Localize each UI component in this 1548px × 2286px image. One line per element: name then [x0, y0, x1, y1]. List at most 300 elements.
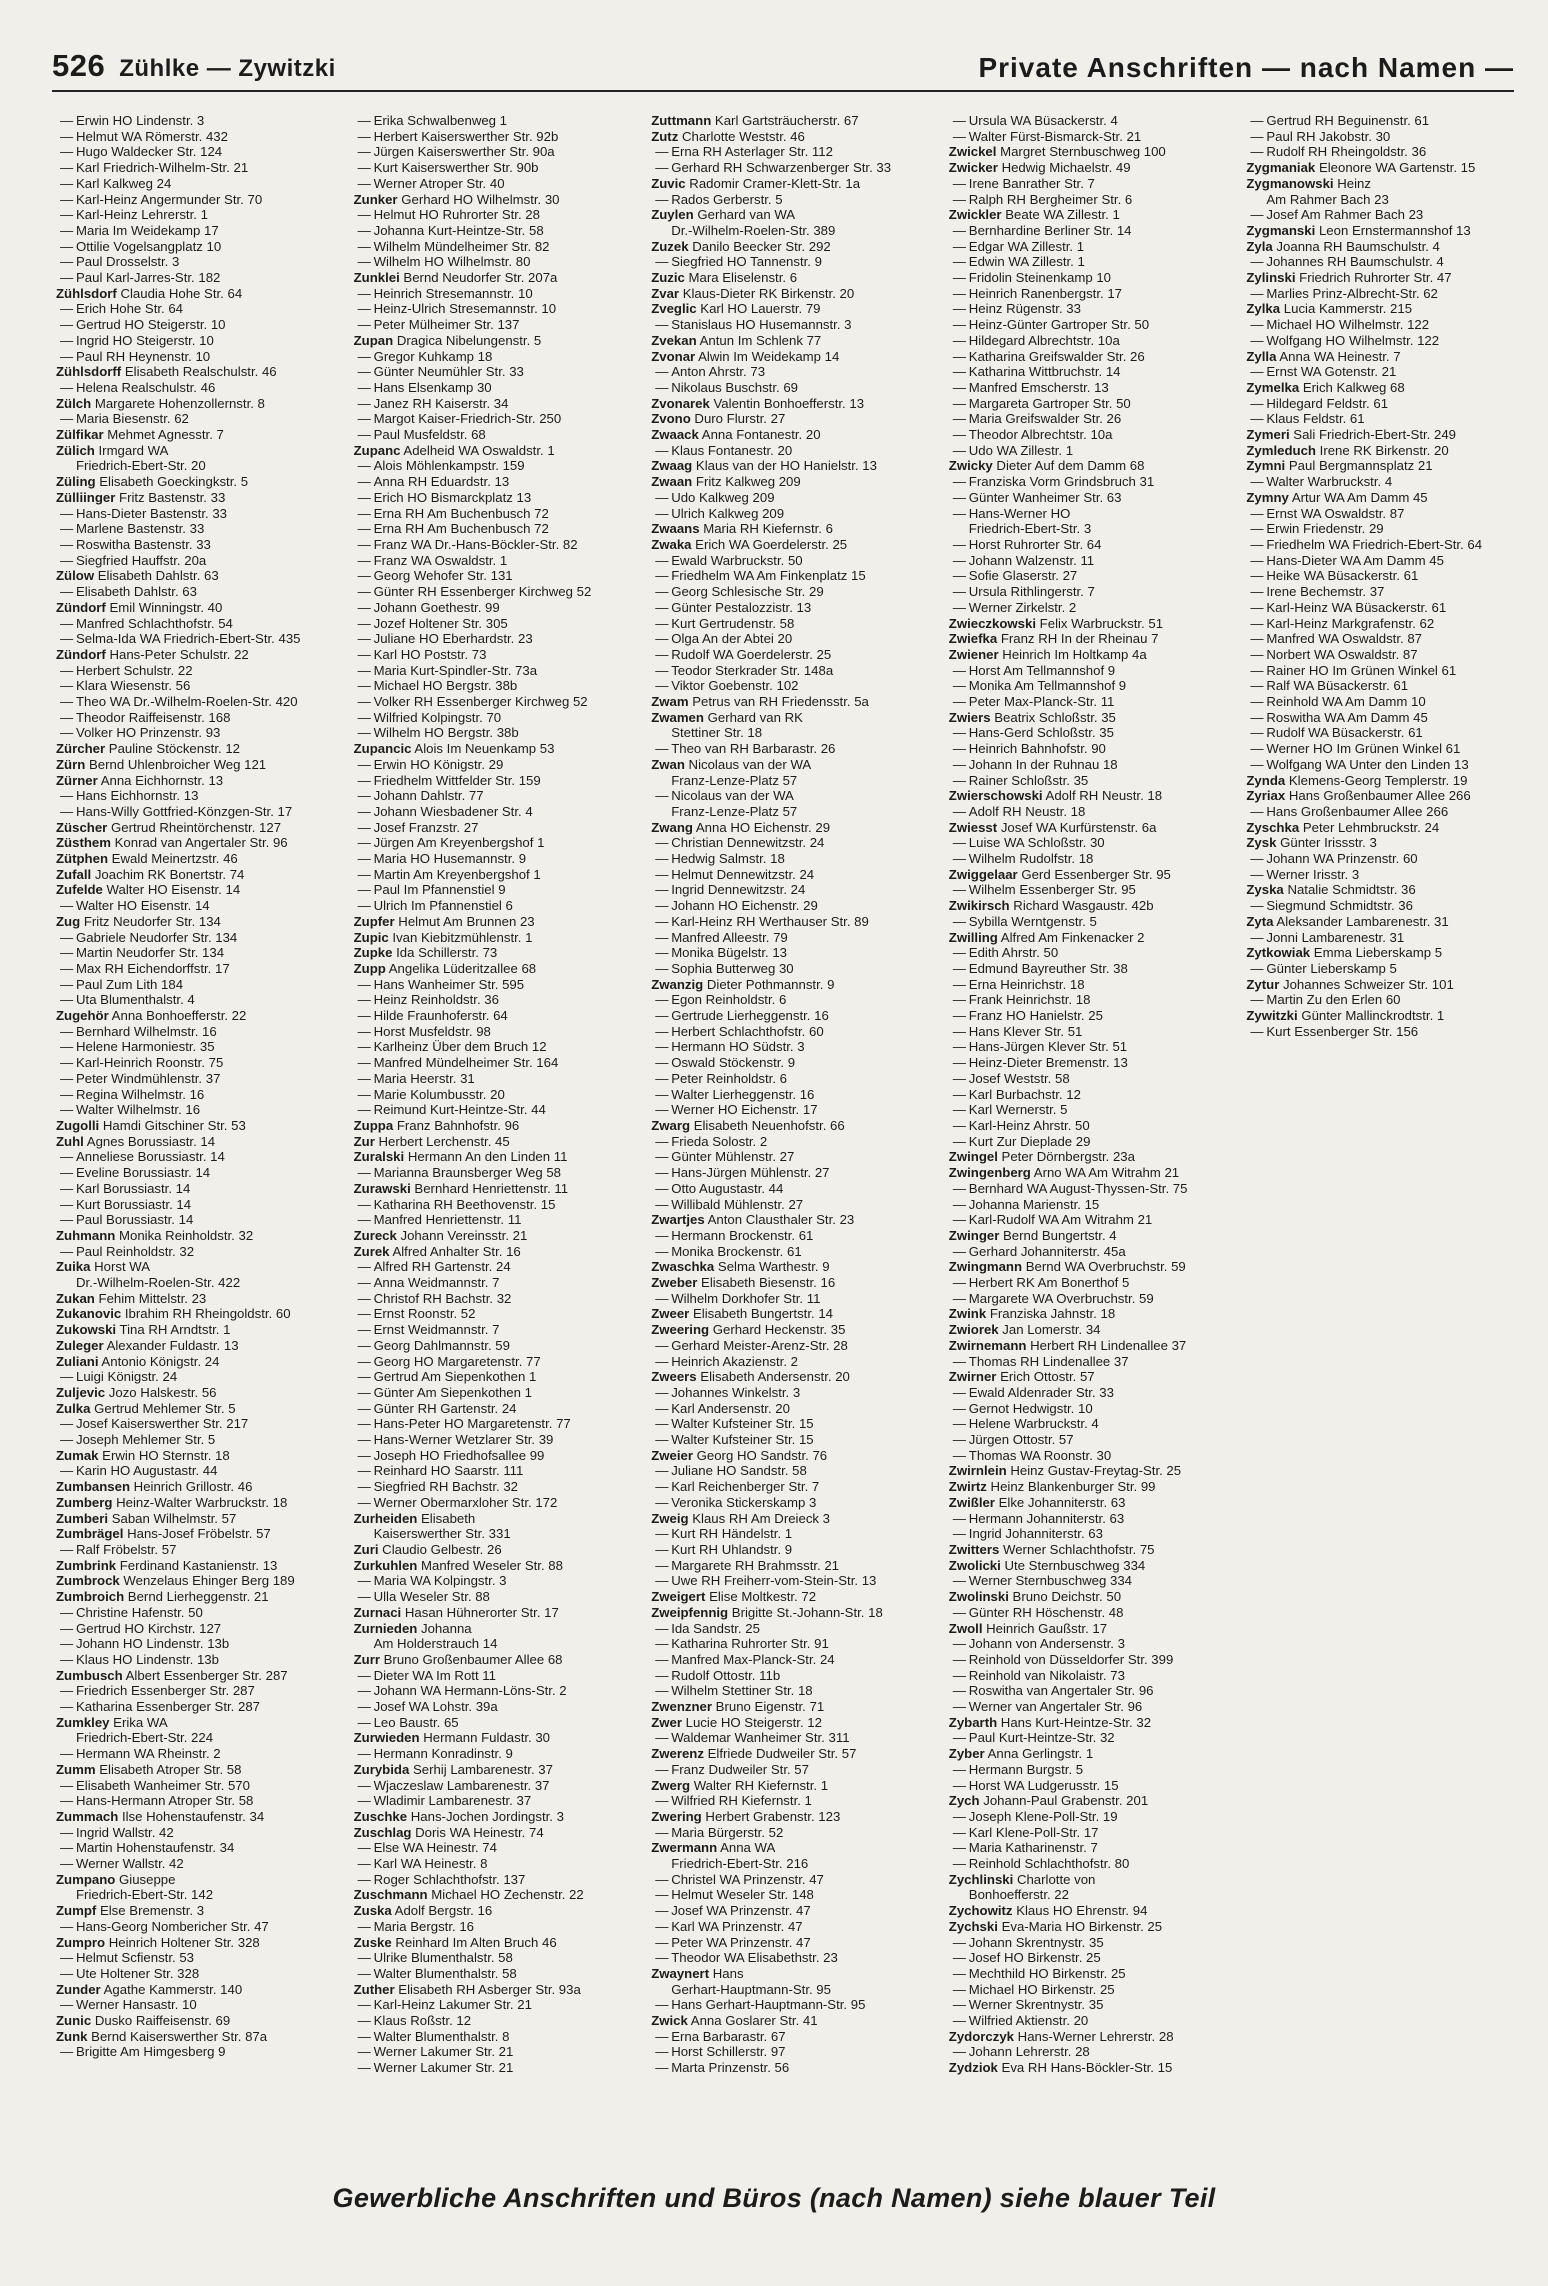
dash-marker: —	[60, 317, 74, 333]
directory-entry: — Kurt Borussiastr. 14	[56, 1197, 346, 1213]
directory-entry: Zyschka Peter Lehmbruckstr. 24	[1246, 819, 1440, 835]
surname: Zwingel	[948, 1149, 998, 1165]
dash-marker: —	[655, 1055, 669, 1071]
directory-entry: — Georg Dahlmannstr. 59	[354, 1338, 644, 1354]
dash-marker: —	[357, 1290, 371, 1306]
directory-entry: — Monika Brockenstr. 61	[651, 1244, 941, 1260]
dash-marker: —	[357, 536, 371, 552]
directory-entry: — Katharina Ruhrorter Str. 91	[651, 1636, 941, 1652]
dash-marker: —	[60, 615, 74, 631]
directory-entry: — Johanna Marienstr. 15	[949, 1197, 1239, 1213]
directory-entry: Zygmanski Leon Ernstermannshof 13	[1246, 222, 1471, 238]
directory-entry: — Georg HO Margaretenstr. 77	[354, 1354, 644, 1370]
surname: Zybarth	[948, 1714, 998, 1730]
directory-entry: — Karl-Heinrich Roonstr. 75	[56, 1055, 346, 1071]
directory-entry: — Helmut Weseler Str. 148	[651, 1887, 941, 1903]
dash-marker: —	[655, 379, 669, 395]
directory-entry: — Jozef Holtener Str. 305	[354, 616, 644, 632]
directory-entry: — Klaus Roßstr. 12	[354, 2013, 644, 2029]
dash-marker: —	[60, 725, 74, 741]
directory-entry: Friedrich-Ebert-Str. 20	[76, 458, 206, 474]
directory-entry: — Christel WA Prinzenstr. 47	[651, 1872, 941, 1888]
dash-marker: —	[952, 2013, 966, 2029]
directory-entry: — Wilhelm Dorkhofer Str. 11	[651, 1291, 941, 1307]
directory-entry: — Kurt Zur Dieplade 29	[949, 1134, 1239, 1150]
directory-entry: — Klaus HO Lindenstr. 13b	[56, 1652, 346, 1668]
directory-entry: — Udo Kalkweg 209	[651, 490, 941, 506]
directory-entry: — Erich Hohe Str. 64	[56, 301, 346, 317]
directory-entry: Zunker Gerhard HO Wilhelmstr. 30	[353, 191, 560, 207]
dash-marker: —	[60, 144, 74, 160]
dash-marker: —	[357, 866, 371, 882]
directory-entry: — Stanislaus HO Husemannstr. 3	[651, 317, 941, 333]
surname: Zwer	[651, 1714, 682, 1730]
directory-entry: Franz-Lenze-Platz 57	[671, 772, 798, 788]
surname: Zwierschowski	[948, 788, 1043, 804]
surname: Zyska	[1246, 882, 1284, 898]
surname: Zumbrock	[56, 1573, 120, 1589]
directory-entry: — Juliane HO Sandstr. 58	[651, 1463, 941, 1479]
directory-entry: — Paul RH Heynenstr. 10	[56, 349, 346, 365]
surname: Zwiener	[948, 646, 999, 662]
dash-marker: —	[60, 1746, 74, 1762]
dash-marker: —	[655, 1149, 669, 1165]
directory-entry: — Ingrid Wallstr. 42	[56, 1825, 346, 1841]
directory-entry: — Gertrud RH Beguinenstr. 61	[1246, 113, 1536, 129]
dash-marker: —	[655, 2044, 669, 2060]
directory-entry: Zychlinski Charlotte von	[948, 1871, 1096, 1887]
directory-entry: Zwaschka Selma Warthestr. 9	[651, 1259, 830, 1275]
directory-entry: Zwaka Erich WA Goerdelerstr. 25	[651, 536, 848, 552]
dash-marker: —	[60, 1541, 74, 1557]
dash-marker: —	[357, 458, 371, 474]
directory-entry: Zyska Natalie Schmidtstr. 36	[1246, 882, 1416, 898]
dash-marker: —	[357, 1997, 371, 2013]
surname: Zychlinski	[948, 1871, 1014, 1887]
surname: Zygmanski	[1246, 222, 1316, 238]
directory-entry: — Sofie Glaserstr. 27	[949, 568, 1239, 584]
directory-entry: — Olga An der Abtei 20	[651, 631, 941, 647]
directory-entry: — Ewald Aldenrader Str. 33	[949, 1385, 1239, 1401]
directory-entry: Zymny Artur WA Am Damm 45	[1246, 489, 1428, 505]
dash-marker: —	[357, 128, 371, 144]
directory-entry: — Franz WA Dr.-Hans-Böckler-Str. 82	[354, 537, 644, 553]
directory-entry: — Bernhard Wilhelmstr. 16	[56, 1024, 346, 1040]
dash-marker: —	[357, 662, 371, 678]
dash-marker: —	[655, 1133, 669, 1149]
directory-entry: Zweier Georg HO Sandstr. 76	[651, 1447, 828, 1463]
dash-marker: —	[1250, 474, 1264, 490]
dash-marker: —	[952, 1400, 966, 1416]
dash-marker: —	[655, 913, 669, 929]
dash-marker: —	[655, 1950, 669, 1966]
directory-entry: Zupp Angelika Lüderitzallee 68	[353, 960, 537, 976]
directory-entry: Züling Elisabeth Goeckingkstr. 5	[56, 474, 249, 490]
dash-marker: —	[60, 238, 74, 254]
dash-marker: —	[60, 1604, 74, 1620]
directory-entry: — Katharina RH Beethovenstr. 15	[354, 1197, 644, 1213]
directory-entry: Zwink Franziska Jahnstr. 18	[948, 1306, 1116, 1322]
dash-marker: —	[60, 2044, 74, 2060]
directory-entry: — Karl Borussiastr. 14	[56, 1181, 346, 1197]
dash-marker: —	[60, 270, 74, 286]
dash-marker: —	[952, 1604, 966, 1620]
dash-marker: —	[357, 1573, 371, 1589]
directory-entry: — Anton Ahrstr. 73	[651, 364, 941, 380]
directory-entry: — Karl Wernerstr. 5	[949, 1102, 1239, 1118]
directory-entry: — Maria Bergstr. 16	[354, 1919, 644, 1935]
directory-entry: Zvekan Antun Im Schlenk 77	[651, 332, 822, 348]
dash-marker: —	[952, 662, 966, 678]
surname: Zurnaci	[353, 1604, 402, 1620]
dash-marker: —	[655, 1165, 669, 1181]
directory-entry: — Waldemar Wanheimer Str. 311	[651, 1730, 941, 1746]
dash-marker: —	[357, 1416, 371, 1432]
directory-entry: Zweering Gerhard Heckenstr. 35	[651, 1322, 846, 1338]
surname: Zuska	[353, 1903, 392, 1919]
directory-entry: — Kurt RH Händelstr. 1	[651, 1526, 941, 1542]
surname: Züling	[56, 474, 96, 490]
directory-entry: Zwilling Alfred Am Finkenacker 2	[948, 929, 1145, 945]
dash-marker: —	[655, 835, 669, 851]
directory-entry: — Walter Kufsteiner Str. 15	[651, 1416, 941, 1432]
surname: Zupanc	[353, 442, 401, 458]
directory-entry: Zychski Eva-Maria HO Birkenstr. 25	[948, 1918, 1163, 1934]
directory-entry: — Johann Skrentnystr. 35	[949, 1935, 1239, 1951]
dash-marker: —	[60, 1636, 74, 1652]
surname: Zukowski	[56, 1322, 117, 1338]
dash-marker: —	[1250, 960, 1264, 976]
directory-entry: Zymeri Sali Friedrich-Ebert-Str. 249	[1246, 427, 1456, 443]
dash-marker: —	[655, 646, 669, 662]
dash-marker: —	[655, 1651, 669, 1667]
directory-entry: — Ulrike Blumenthalstr. 58	[354, 1950, 644, 1966]
dash-marker: —	[655, 1620, 669, 1636]
dash-marker: —	[60, 521, 74, 537]
dash-marker: —	[655, 1793, 669, 1809]
directory-entry: — Werner HO Im Grünen Winkel 61	[1246, 741, 1536, 757]
directory-entry: Zurkuhlen Manfred Weseler Str. 88	[353, 1557, 563, 1573]
directory-entry: — Günter Lieberskamp 5	[1246, 961, 1536, 977]
directory-entry: Zwicker Hedwig Michaelstr. 49	[948, 160, 1131, 176]
dash-marker: —	[1250, 866, 1264, 882]
dash-marker: —	[952, 301, 966, 317]
directory-entry: — Ida Sandstr. 25	[651, 1621, 941, 1637]
directory-entry: — Else WA Heinestr. 74	[354, 1840, 644, 1856]
directory-entry: — Marie Kolumbusstr. 20	[354, 1087, 644, 1103]
dash-marker: —	[357, 2060, 371, 2076]
dash-marker: —	[655, 1887, 669, 1903]
dash-marker: —	[357, 1086, 371, 1102]
directory-entry: — Michael HO Birkenstr. 25	[949, 1982, 1239, 1998]
dash-marker: —	[655, 1683, 669, 1699]
directory-entry: — Erna RH Am Buchenbusch 72	[354, 506, 644, 522]
directory-entry: Zwiener Heinrich Im Holtkamp 4a	[948, 646, 1147, 662]
surname: Zunder	[56, 1981, 101, 1997]
directory-entry: — Heinz Rügenstr. 33	[949, 301, 1239, 317]
dash-marker: —	[952, 1651, 966, 1667]
dash-marker: —	[357, 1322, 371, 1338]
dash-marker: —	[60, 631, 74, 647]
directory-entry: — Maria HO Husemannstr. 9	[354, 851, 644, 867]
directory-entry: — Ernst Weidmannstr. 7	[354, 1322, 644, 1338]
dash-marker: —	[357, 835, 371, 851]
dash-marker: —	[357, 1965, 371, 1981]
directory-entry: — Karl-Heinz WA Büsackerstr. 61	[1246, 600, 1536, 616]
directory-entry: — Johannes Winkelstr. 3	[651, 1385, 941, 1401]
dash-marker: —	[655, 1416, 669, 1432]
directory-entry: Dr.-Wilhelm-Roelen-Str. 422	[76, 1275, 241, 1291]
dash-marker: —	[655, 1196, 669, 1212]
surname: Zupic	[353, 929, 389, 945]
dash-marker: —	[655, 866, 669, 882]
dash-marker: —	[357, 1400, 371, 1416]
directory-entry: Zupic Ivan Kiebitzmühlenstr. 1	[353, 929, 533, 945]
surname: Zupp	[353, 960, 386, 976]
directory-entry: Zwerenz Elfriede Dudweiler Str. 57	[651, 1746, 857, 1762]
directory-entry: — Erna Heinrichstr. 18	[949, 977, 1239, 993]
surname: Zunklei	[353, 270, 400, 286]
dash-marker: —	[952, 1039, 966, 1055]
dash-marker: —	[357, 1479, 371, 1495]
directory-entry: — Otto Augustastr. 44	[651, 1181, 941, 1197]
directory-entry: Zuska Adolf Bergstr. 16	[353, 1903, 493, 1919]
directory-column-4	[949, 113, 1239, 2153]
directory-entry: Friedrich-Ebert-Str. 3	[968, 521, 1092, 537]
dash-marker: —	[1250, 615, 1264, 631]
directory-entry: — Maria Biesenstr. 62	[56, 411, 346, 427]
directory-entry: — Ursula WA Büsackerstr. 4	[949, 113, 1239, 129]
directory-entry: Zumpro Heinrich Holtener Str. 328	[56, 1934, 260, 1950]
dash-marker: —	[1250, 851, 1264, 867]
directory-entry: — Wilhelm Essenberger Str. 95	[949, 882, 1239, 898]
directory-entry: — Karl Klene-Poll-Str. 17	[949, 1825, 1239, 1841]
surname: Zunk	[56, 2028, 88, 2044]
dash-marker: —	[952, 1275, 966, 1291]
dash-marker: —	[60, 411, 74, 427]
directory-entry: Zweer Elisabeth Bungertstr. 14	[651, 1306, 833, 1322]
directory-entry: — Nicolaus van der WA	[651, 788, 941, 804]
directory-entry: — Johann Wiesbadener Str. 4	[354, 804, 644, 820]
surname: Zylka	[1246, 301, 1281, 317]
surname: Zulka	[56, 1400, 91, 1416]
directory-entry: — Eveline Borussiastr. 14	[56, 1165, 346, 1181]
directory-entry: — Erwin HO Königstr. 29	[354, 757, 644, 773]
surname: Zwingmann	[948, 1259, 1023, 1275]
dash-marker: —	[60, 1950, 74, 1966]
surname: Zwartjes	[651, 1212, 705, 1228]
surname: Züscher	[56, 819, 108, 835]
directory-entry: — Michael HO Bergstr. 38b	[354, 678, 644, 694]
dash-marker: —	[357, 678, 371, 694]
directory-entry: Zunk Bernd Kaiserswerther Str. 87a	[56, 2028, 268, 2044]
surname: Zwoll	[948, 1620, 983, 1636]
directory-entry: — Edgar WA Zillestr. 1	[949, 239, 1239, 255]
directory-entry: Zweigert Elise Moltkestr. 72	[651, 1589, 817, 1605]
dash-marker: —	[357, 803, 371, 819]
directory-entry: — Gabriele Neudorfer Str. 134	[56, 930, 346, 946]
directory-entry: — Edmund Bayreuther Str. 38	[949, 961, 1239, 977]
directory-entry: — Selma-Ida WA Friedrich-Ebert-Str. 435	[56, 631, 346, 647]
directory-entry: — Ernst WA Oswaldstr. 87	[1246, 506, 1536, 522]
directory-entry: — Joseph Mehlemer Str. 5	[56, 1432, 346, 1448]
surname: Zugehör	[56, 1008, 109, 1024]
dash-marker: —	[357, 1950, 371, 1966]
directory-entry: — Wjaczeslaw Lambarenestr. 37	[354, 1778, 644, 1794]
dash-marker: —	[952, 945, 966, 961]
directory-entry: — Hans-Jürgen Klever Str. 51	[949, 1039, 1239, 1055]
directory-entry: Zurnaci Hasan Hühnerorter Str. 17	[353, 1604, 559, 1620]
directory-entry: — Rainer Schloßstr. 35	[949, 773, 1239, 789]
directory-entry: Zürn Bernd Uhlenbroicher Weg 121	[56, 756, 267, 772]
dash-marker: —	[655, 1730, 669, 1746]
directory-entry: — Heinrich Ranenbergstr. 17	[949, 286, 1239, 302]
dash-marker: —	[357, 1463, 371, 1479]
directory-entry: Zwolicki Ute Sternbuschweg 334	[948, 1557, 1146, 1573]
directory-entry: Zwer Lucie HO Steigerstr. 12	[651, 1714, 822, 1730]
surname: Zuljevic	[56, 1384, 106, 1400]
directory-entry: — Rainer HO Im Grünen Winkel 61	[1246, 663, 1536, 679]
dash-marker: —	[1250, 568, 1264, 584]
surname: Zymeri	[1246, 427, 1290, 443]
surname: Zwirtz	[948, 1479, 987, 1495]
surname: Zwickel	[948, 144, 997, 160]
dash-marker: —	[655, 960, 669, 976]
surname: Zysk	[1246, 835, 1277, 851]
directory-entry: Zwenzner Bruno Eigenstr. 71	[651, 1699, 825, 1715]
surname: Zuhl	[56, 1133, 84, 1149]
dash-marker: —	[60, 1997, 74, 2013]
directory-entry: — Michael HO Wilhelmstr. 122	[1246, 317, 1536, 333]
dash-marker: —	[952, 254, 966, 270]
directory-entry: — Karl-Rudolf WA Am Witrahm 21	[949, 1212, 1239, 1228]
dash-marker: —	[655, 1526, 669, 1542]
directory-entry: — Erna RH Asterlager Str. 112	[651, 144, 941, 160]
directory-entry: — Roger Schlachthofstr. 137	[354, 1872, 644, 1888]
directory-entry: Zurheiden Elisabeth	[353, 1510, 476, 1526]
dash-marker: —	[357, 411, 371, 427]
surname: Zynda	[1246, 772, 1286, 788]
directory-entry: — Karl-Heinz Lakumer Str. 21	[354, 1997, 644, 2013]
dash-marker: —	[952, 568, 966, 584]
directory-entry: — Christine Hafenstr. 50	[56, 1605, 346, 1621]
directory-entry: — Walter Wilhelmstr. 16	[56, 1102, 346, 1118]
dash-marker: —	[357, 348, 371, 364]
directory-entry: Zuri Claudio Gelbestr. 26	[353, 1541, 502, 1557]
dash-marker: —	[357, 1102, 371, 1118]
directory-entry: — Anna Weidmannstr. 7	[354, 1275, 644, 1291]
dash-marker: —	[952, 1086, 966, 1102]
directory-entry: Zylinski Friedrich Ruhrorter Str. 47	[1246, 270, 1452, 286]
dash-marker: —	[357, 851, 371, 867]
dash-marker: —	[655, 317, 669, 333]
dash-marker: —	[60, 1196, 74, 1212]
directory-entry: Zumbrock Wenzelaus Ehinger Berg 189	[56, 1573, 295, 1589]
dash-marker: —	[655, 1180, 669, 1196]
dash-marker: —	[655, 1290, 669, 1306]
directory-entry: — Hans-Hermann Atroper Str. 58	[56, 1793, 346, 1809]
directory-entry: — Josef Kaiserswerther Str. 217	[56, 1416, 346, 1432]
directory-entry: Zumberg Heinz-Walter Warbruckstr. 18	[56, 1494, 288, 1510]
directory-entry: — Paul Zum Lith 184	[56, 977, 346, 993]
dash-marker: —	[952, 1730, 966, 1746]
directory-entry: — Rudolf RH Rheingoldstr. 36	[1246, 144, 1536, 160]
dash-marker: —	[952, 960, 966, 976]
surname: Zymelka	[1246, 379, 1300, 395]
directory-entry: Zvar Klaus-Dieter RK Birkenstr. 20	[651, 285, 855, 301]
dash-marker: —	[357, 992, 371, 1008]
directory-entry: Züsthem Konrad van Angertaler Str. 96	[56, 835, 288, 851]
directory-entry: — Martin Hohenstaufenstr. 34	[56, 1840, 346, 1856]
directory-entry: Zygmanowski Heinz	[1246, 175, 1371, 191]
directory-entry: — Hermann Johanniterstr. 63	[949, 1511, 1239, 1527]
directory-entry: Zupke Ida Schillerstr. 73	[353, 945, 498, 961]
surname: Zvekan	[651, 332, 697, 348]
dash-marker: —	[60, 1793, 74, 1809]
dash-marker: —	[357, 2044, 371, 2060]
surname: Zupke	[353, 945, 393, 961]
directory-entry: Zynda Klemens-Georg Templerstr. 19	[1246, 772, 1468, 788]
directory-entry: Zur Herbert Lerchenstr. 45	[353, 1133, 510, 1149]
dash-marker: —	[655, 662, 669, 678]
dash-marker: —	[1250, 285, 1264, 301]
directory-entry: Zündorf Emil Winningstr. 40	[56, 599, 223, 615]
dash-marker: —	[655, 1494, 669, 1510]
surname: Zwiesst	[948, 819, 998, 835]
dash-marker: —	[357, 1840, 371, 1856]
directory-entry: Zwanzig Dieter Pothmannstr. 9	[651, 976, 835, 992]
dash-marker: —	[357, 584, 371, 600]
dash-marker: —	[655, 741, 669, 757]
directory-columns	[56, 113, 1536, 2153]
dash-marker: —	[60, 1039, 74, 1055]
directory-entry: — Günter RH Gartenstr. 24	[354, 1401, 644, 1417]
directory-entry: — Günter Wanheimer Str. 63	[949, 490, 1239, 506]
directory-entry: — Volker HO Prinzenstr. 93	[56, 725, 346, 741]
dash-marker: —	[1250, 144, 1264, 160]
dash-marker: —	[655, 1824, 669, 1840]
dash-marker: —	[952, 1510, 966, 1526]
directory-entry: — Karl WA Prinzenstr. 47	[651, 1919, 941, 1935]
directory-entry: — Elisabeth Wanheimer Str. 570	[56, 1778, 346, 1794]
dash-marker: —	[952, 725, 966, 741]
directory-entry: — Hans-Dieter Bastenstr. 33	[56, 506, 346, 522]
directory-entry: Zwickel Margret Sternbuschweg 100	[948, 144, 1166, 160]
surname: Zych	[948, 1793, 980, 1809]
directory-entry: — Hans Großenbaumer Allee 266	[1246, 804, 1536, 820]
dash-marker: —	[952, 1212, 966, 1228]
dash-marker: —	[952, 1856, 966, 1872]
surname: Zuliani	[56, 1353, 99, 1369]
dash-marker: —	[357, 694, 371, 710]
directory-entry: — Rudolf WA Goerdelerstr. 25	[651, 647, 941, 663]
dash-marker: —	[60, 1149, 74, 1165]
surname: Zumkley	[56, 1714, 110, 1730]
dash-marker: —	[60, 1055, 74, 1071]
directory-entry: — Rudolf Ottostr. 11b	[651, 1668, 941, 1684]
directory-entry: — Walter Blumenthalstr. 8	[354, 2029, 644, 2045]
dash-marker: —	[655, 1997, 669, 2013]
directory-entry: Zwitters Werner Schlachthofstr. 75	[948, 1541, 1155, 1557]
dash-marker: —	[60, 1432, 74, 1448]
directory-entry: — Josef WA Lohstr. 39a	[354, 1699, 644, 1715]
surname: Zürcher	[56, 741, 106, 757]
directory-entry: — Theo van RH Barbarastr. 26	[651, 741, 941, 757]
dash-marker: —	[952, 536, 966, 552]
directory-entry: — Johann HO Eichenstr. 29	[651, 898, 941, 914]
directory-entry: Zwiesst Josef WA Kurfürstenstr. 6a	[948, 819, 1157, 835]
surname: Zvonar	[651, 348, 696, 364]
